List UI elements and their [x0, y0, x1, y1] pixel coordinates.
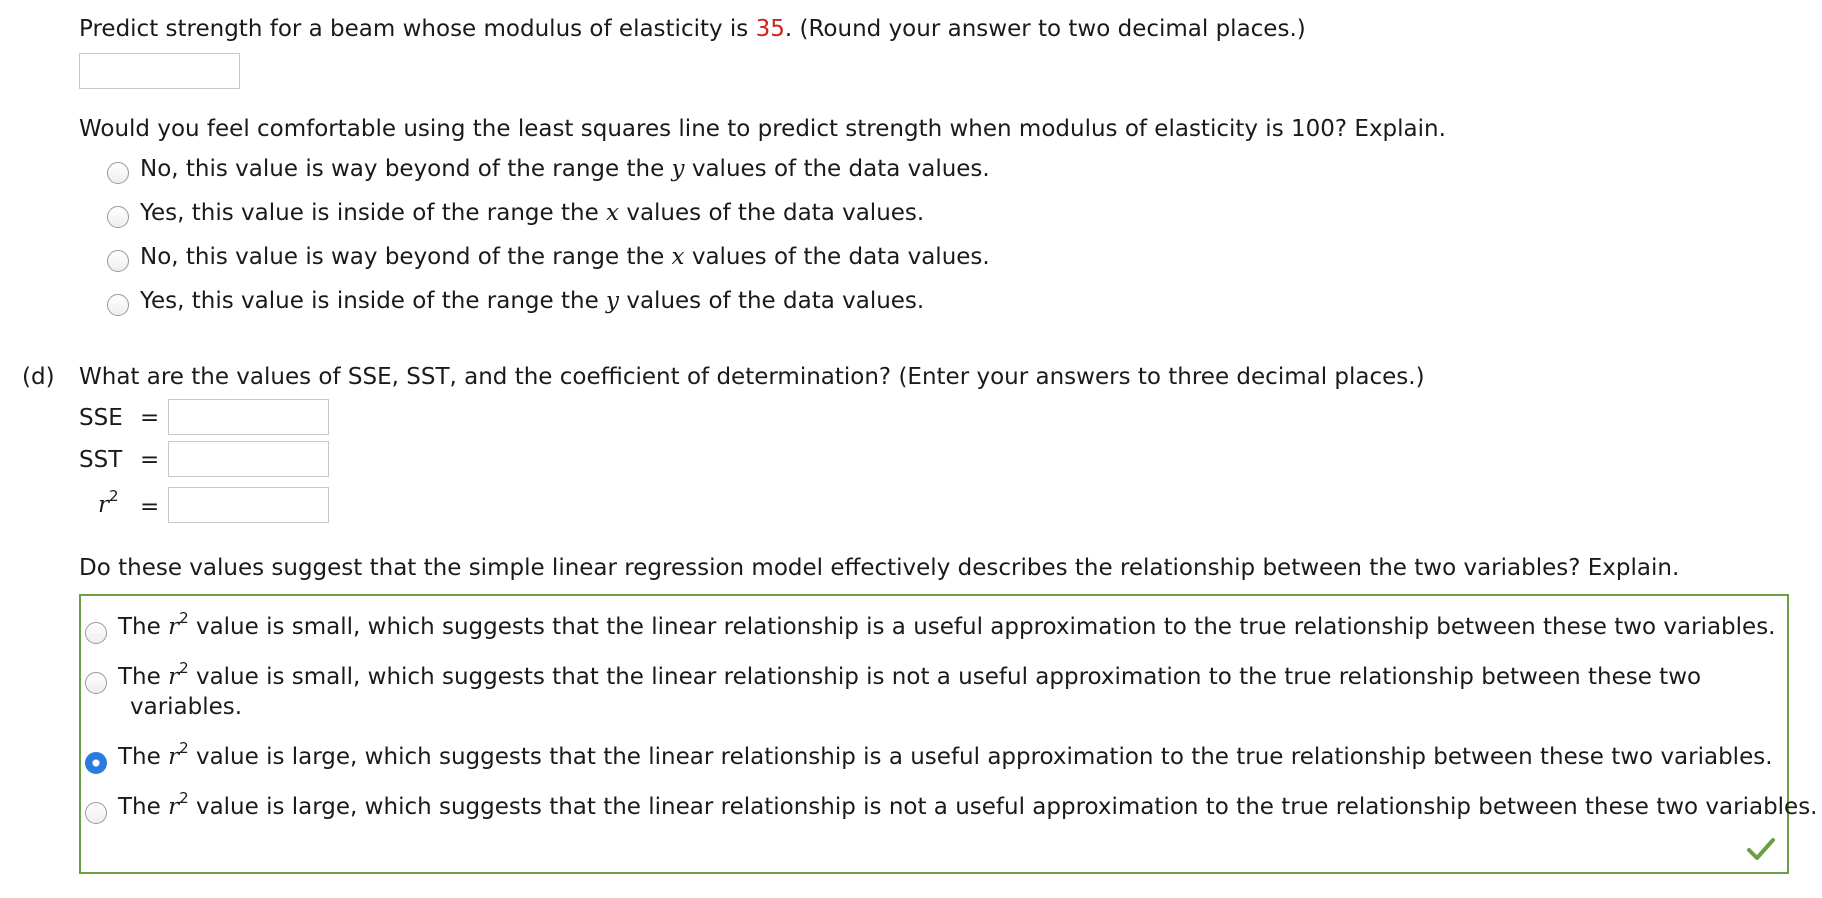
r2-label: $r^2$ [98, 487, 119, 518]
model-option-3-radio[interactable] [85, 752, 107, 774]
model-option-4-radio[interactable] [85, 802, 107, 824]
extrapolate-option-1-label[interactable]: No, this value is way beyond of the range the y values of the data values. [140, 156, 990, 182]
sse-label: SSE [79, 405, 123, 431]
checkmark-icon [1746, 836, 1776, 862]
predict-instructions: . (Round your answer to two decimal places.) [784, 16, 1306, 42]
extrapolate-option-3-label[interactable]: No, this value is way beyond of the range the x values of the data values. [140, 244, 990, 270]
model-option-1-radio[interactable] [85, 622, 107, 644]
model-option-2-radio[interactable] [85, 672, 107, 694]
predict-text: Predict strength for a beam whose modulus of elasticity is [79, 16, 756, 42]
extrapolate-option-1-radio[interactable] [107, 162, 129, 184]
extrapolate-option-3-radio[interactable] [107, 250, 129, 272]
r2-input[interactable] [168, 487, 329, 523]
extrapolate-option-4-radio[interactable] [107, 294, 129, 316]
model-option-1-label[interactable]: The $r^2$ value is small, which suggests that the linear relationship is a useful approximation to the true relationship between these two variables. [118, 609, 1776, 640]
predict-value: 35 [755, 16, 785, 42]
sst-label: SST [79, 447, 123, 473]
sst-equals: = [140, 447, 160, 473]
sse-equals: = [140, 405, 160, 431]
part-d-label: (d) [22, 364, 55, 390]
part-d-question: What are the values of SSE, SST, and the coefficient of determination? (Enter your answers to three decimal places.) [79, 364, 1425, 390]
predict-answer-input[interactable] [79, 53, 240, 89]
extrapolate-option-2-label[interactable]: Yes, this value is inside of the range the x values of the data values. [140, 200, 925, 226]
model-option-2-wrap[interactable]: variables. [130, 694, 243, 720]
sse-input[interactable] [168, 399, 329, 435]
r2-equals: = [140, 494, 160, 520]
extrapolate-option-2-radio[interactable] [107, 206, 129, 228]
model-option-3-label[interactable]: The $r^2$ value is large, which suggests that the linear relationship is a useful approximation to the true relationship between these two variables. [118, 739, 1773, 770]
model-question: Do these values suggest that the simple linear regression model effectively describes the relationship between the two variables? Explain. [79, 555, 1680, 581]
predict-question [79, 16, 1306, 42]
extrapolate-option-4-label[interactable]: Yes, this value is inside of the range the y values of the data values. [140, 288, 925, 314]
extrapolate-question: Would you feel comfortable using the least squares line to predict strength when modulus of elasticity is 100? Explain. [79, 116, 1446, 142]
sst-input[interactable] [168, 441, 329, 477]
model-option-4-label[interactable]: The $r^2$ value is large, which suggests that the linear relationship is not a useful approximation to the true relationship between these two variables. [118, 789, 1818, 820]
model-option-2-label[interactable]: The $r^2$ value is small, which suggests that the linear relationship is not a useful approximation to the true relationship between these two [118, 659, 1702, 690]
